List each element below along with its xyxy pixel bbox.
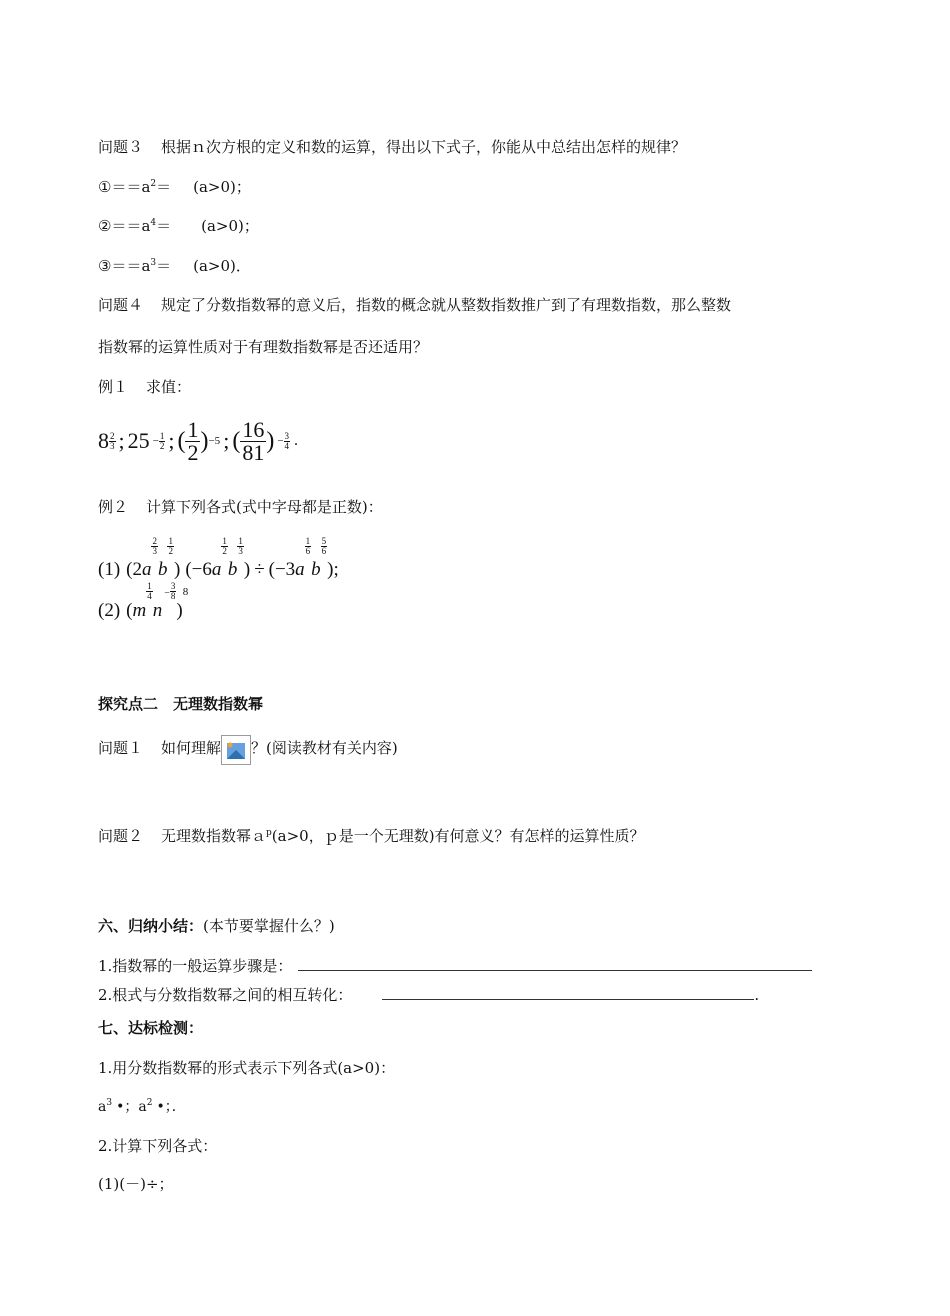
check-item-2: 2.计算下列各式： xyxy=(98,1137,218,1155)
ex1-base-1: 8 xyxy=(98,428,109,453)
ex1-sep-2: ; xyxy=(168,428,175,453)
summary-item-2-text: 2.根式与分数指数幂之间的相互转化： xyxy=(98,986,353,1004)
rule-3-exp: 3 xyxy=(150,258,157,268)
example-2-heading xyxy=(98,497,383,517)
question-4-line-2 xyxy=(98,337,428,357)
check-item-2-1: (1)(－)÷； xyxy=(98,1175,174,1193)
check-item-1: 1.用分数指数幂的形式表示下列各式(a>0)： xyxy=(98,1059,396,1077)
ex1-frac-4: $\frac{16}{81}$ xyxy=(242,416,265,465)
summary-title: 六、归纳小结： xyxy=(98,917,204,935)
ex1-exp-2: $\frac{1}{2}$ xyxy=(159,430,165,451)
rule-3-expr: ③＝＝a xyxy=(98,257,151,275)
summary-item-1-text: 1.指数幂的一般运算步骤是： xyxy=(98,957,293,975)
example-1-formula: 8 2 3 ; 25 − $\frac{1}{2}$ ; ( $\frac{1}{2}$ ) −5 ; ( $\frac{16}{81}$ ) − $\frac{3}{4}$ . xyxy=(98,416,299,465)
question-3-text: 根据ｎ次方根的定义和数的运算，得出以下式子，你能从中总结出怎样的规律？ xyxy=(161,138,687,156)
example-2-formula-1: (1) ( 2 a 2 3 b 1 2 ) ( −6 a 1 2 b 1 3 ) ÷ ( −3 a 1 6 b 5 6 ) ; xyxy=(98,536,339,580)
question-3-label: 问题３ xyxy=(98,138,144,156)
rule-2-cond: (a>0)； xyxy=(201,217,259,235)
summary-item-2: 2.根式与分数指数幂之间的相互转化： . xyxy=(98,983,759,1005)
rule-1-cond: (a>0)； xyxy=(193,178,251,196)
rule-2-expr: ②＝＝a xyxy=(98,217,151,235)
ex2-2-index: (2) xyxy=(98,600,121,621)
ex2-1-index: (1) xyxy=(98,559,121,580)
summary-heading xyxy=(98,916,335,936)
example-2-formula-2: (2) ( m 1 4 n − $\frac{3}{8}$ ) 8 xyxy=(98,581,189,621)
rule-2-eq: ＝ xyxy=(156,217,172,235)
question-4-text-2: 指数幂的运算性质对于有理数指数幂是否还适用？ xyxy=(98,338,429,356)
section-2-title: 探究点二 无理数指数幂 xyxy=(98,695,264,713)
ex1-base-2: 25 xyxy=(127,428,150,453)
summary-hint: (本节要掌握什么？) xyxy=(203,917,335,935)
ex1-exp-4-sign: − xyxy=(277,435,284,447)
rule-1 xyxy=(98,177,251,197)
summary-item-2-blank[interactable] xyxy=(382,983,754,1000)
section-2-q1-tail: ？(阅读教材有关内容) xyxy=(251,739,398,757)
section-2-question-2 xyxy=(98,826,645,846)
example-1-text: 求值： xyxy=(146,378,192,396)
section-2-q1-label: 问题１ xyxy=(98,739,144,757)
rule-3 xyxy=(98,256,251,276)
rule-1-eq: ＝ xyxy=(156,178,172,196)
summary-item-1-blank[interactable] xyxy=(298,954,812,971)
example-1-heading xyxy=(98,377,191,397)
question-4-label: 问题４ xyxy=(98,296,144,314)
section-2-q2-text-a: 无理数指数幂ａ xyxy=(161,827,267,845)
rule-1-expr: ①＝＝a xyxy=(98,178,151,196)
ex1-exp-1: 2 3 xyxy=(110,430,115,451)
rule-3-eq: ＝ xyxy=(156,257,172,275)
example-2-label: 例２ xyxy=(98,498,129,516)
section-2-q1-text: 如何理解 xyxy=(161,739,222,757)
broken-image-icon xyxy=(221,735,251,765)
example-2-text: 计算下列各式(式中字母都是正数)： xyxy=(146,498,383,516)
check-title: 七、达标检测： xyxy=(98,1019,204,1037)
example-1-label: 例１ xyxy=(98,378,129,396)
question-3 xyxy=(98,137,686,157)
section-2-q2-exp: p xyxy=(266,828,272,838)
ex1-end: . xyxy=(294,432,299,449)
rule-2-exp: 4 xyxy=(150,218,157,228)
rule-2 xyxy=(98,216,259,236)
check-item-1-expr: $a^3$ •；$a^2$ •；． xyxy=(98,1098,186,1115)
rule-1-exp: 2 xyxy=(150,179,157,189)
section-2-q2-label: 问题２ xyxy=(98,827,144,845)
ex1-frac-3: $\frac{1}{2}$ xyxy=(187,416,199,465)
ex1-exp-3: −5 xyxy=(208,435,221,447)
question-4-line-1 xyxy=(98,295,731,315)
ex1-sep: ; xyxy=(118,428,125,453)
ex1-exp-4: $\frac{3}{4}$ xyxy=(284,430,290,451)
rule-3-cond: (a>0)． xyxy=(193,257,251,275)
ex1-exp-2-sign: − xyxy=(152,435,159,447)
summary-item-1 xyxy=(98,954,812,976)
question-4-text-1: 规定了分数指数幂的意义后，指数的概念就从整数指数推广到了有理数指数，那么整数 xyxy=(161,296,732,314)
section-2-q2-text-b: (a>0，ｐ是一个无理数)有何意义？有怎样的运算性质？ xyxy=(271,827,645,845)
section-2-question-1 xyxy=(98,735,398,765)
